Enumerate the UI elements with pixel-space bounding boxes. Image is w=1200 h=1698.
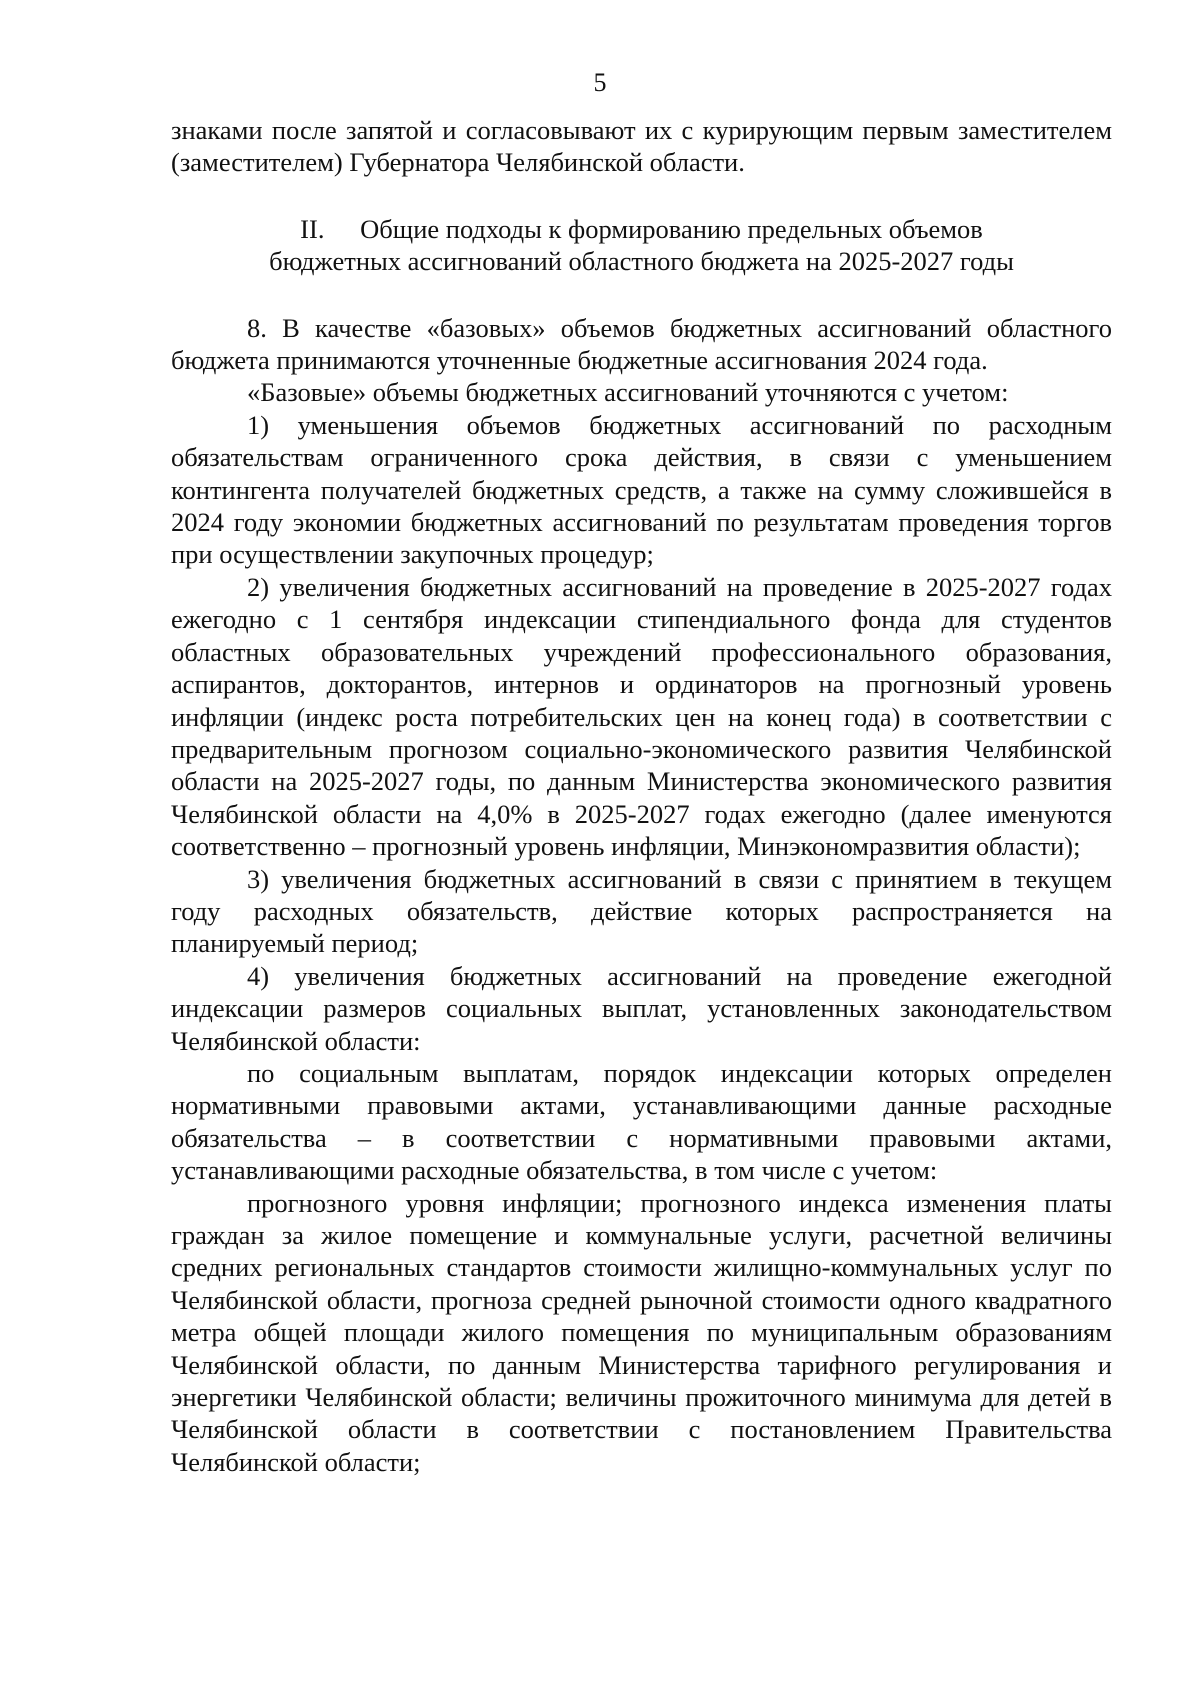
paragraph-base-volumes: «Базовые» объемы бюджетных ассигнований уточняются с учетом: xyxy=(247,377,1009,408)
paragraph-subitem-3: 3) увеличения бюджетных ассигнований в связи с принятием в текущем году расходных обязательств, действие которых распространяется на планируемый период; xyxy=(171,863,1112,959)
section-number: II. xyxy=(300,213,325,244)
paragraph-social-payments: по социальным выплатам, порядок индексации которых определен нормативными правовыми актами, устанавливающими данные расходные обязательства – в соответствии с нормативными правовыми актами, устанавливающими расходные обязательства, в том числе с учетом: xyxy=(171,1057,1112,1186)
paragraph-subitem-2: 2) увеличения бюджетных ассигнований на проведение в 2025-2027 годах ежегодно с 1 сентября индексации стипендиального фонда для студентов областных образовательных учреждений профессионального образования, аспирантов, докторантов, интернов и ординаторов на прогнозный уровень инфляции (индекс роста потребительских цен на конец года) в соответствии с предварительным прогнозом социально-экономического развития Челябинской области на 2025-2027 годы, по данным Министерства экономического развития Челябинской области на 4,0% в 2025-2027 годах ежегодно (далее именуются соответственно – прогнозный уровень инфляции, Минэкономразвития области); xyxy=(171,571,1112,862)
page-number: 5 xyxy=(593,68,607,97)
section-heading xyxy=(171,213,1112,278)
document-body xyxy=(171,114,1112,1478)
intro-paragraph: знаками после запятой и согласовывают их с курирующим первым заместителем (заместителем) Губернатора Челябинской области. xyxy=(171,115,1112,178)
paragraph-subitem-4: 4) увеличения бюджетных ассигнований на проведение ежегодной индексации размеров социальных выплат, установленных законодательством Челябинской области: xyxy=(171,960,1112,1056)
paragraph-subitem-1: 1) уменьшения объемов бюджетных ассигнований по расходным обязательствам ограниченного срока действия, в связи с уменьшением контингента получателей бюджетных средств, а также на сумму сложившейся в 2024 году экономии бюджетных ассигнований по результатам проведения торгов при осуществлении закупочных процедур; xyxy=(171,409,1112,570)
section-heading-line-1 xyxy=(171,213,1112,245)
section-title-line-2: бюджетных ассигнований областного бюджета на 2025-2027 годы xyxy=(269,246,1014,277)
paragraph-item-8: 8. В качестве «базовых» объемов бюджетных ассигнований областного бюджета принимаются уточненные бюджетные ассигнования 2024 года. xyxy=(171,312,1112,376)
paragraph-forecast-factors: прогнозного уровня инфляции; прогнозного индекса изменения платы граждан за жилое помещение и коммунальные услуги, расчетной величины средних региональных стандартов стоимости жилищно-коммунальных услуг по Челябинской области, прогноза средней рыночной стоимости одного квадратного метра общей площади жилого помещения по муниципальным образованиям Челябинской области, по данным Министерства тарифного регулирования и энергетики Челябинской области; величины прожиточного минимума для детей в Челябинской области в соответствии с постановлением Правительства Челябинской области; xyxy=(171,1187,1112,1477)
section-title-line-1: Общие подходы к формированию предельных объемов xyxy=(360,213,983,244)
